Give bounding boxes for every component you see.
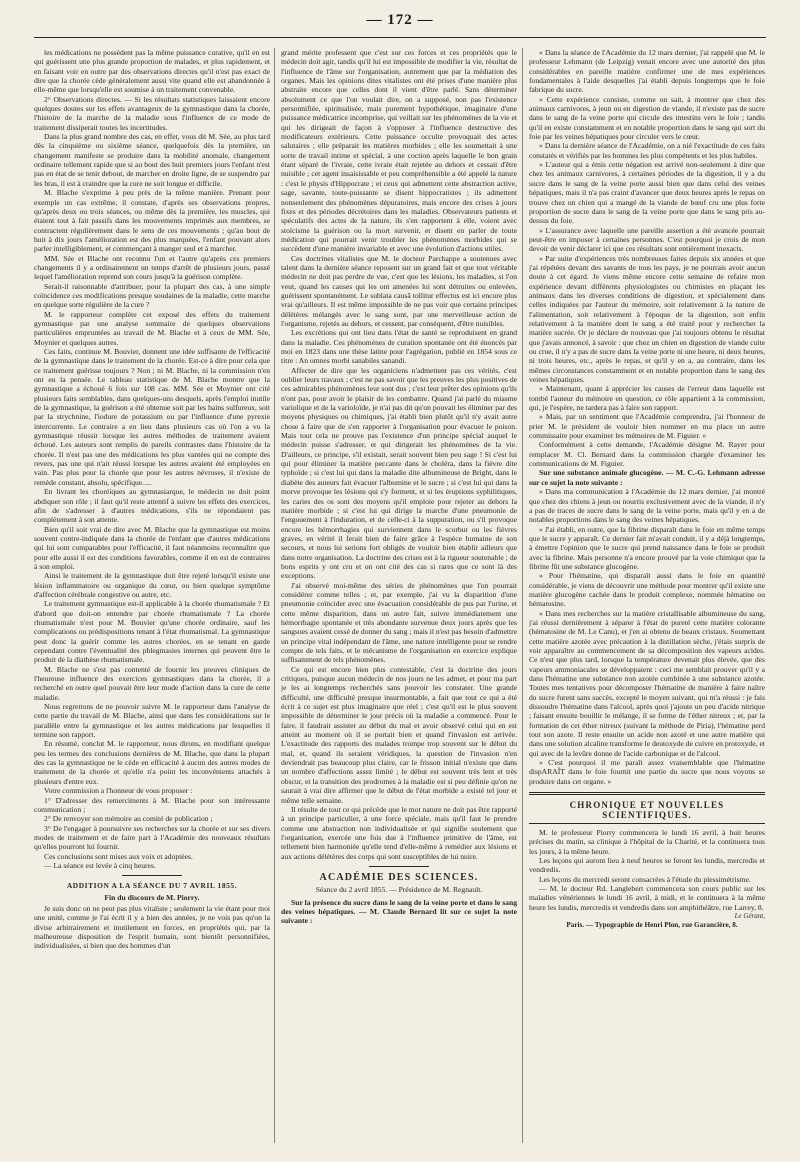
paragraph: » L'auteur qui a émis cette négation est arrivé non-seulement à dire que chez les animaux carnivores, à certaines périodes de la digestion, il y a du sucre dans le sang de la veine porte aussi bien que dans celui des veines hépatiques, mais il n'a pas craint d'avancer que deux heures après le repas on trouve chez un chien qui a mangé de la viande de bœuf cru une plus forte proportion de sucre dans le sang de la veine porte que dans le sang pris au-dessus du foie. [529,160,765,226]
section-rule [369,866,429,867]
paragraph: « Dans la séance de l'Académie du 12 mars dernier, j'ai rappelé que M. le professeur Lehmann (de Leipzig) venait encore avec une autorité des plus considérables en pareille matière confirmer une de mes expériences fondamentales à l'aide desquelles j'ai établi depuis longtemps que le foie fabrique du sucre. [529,48,765,95]
section-rule [529,823,765,824]
paragraph: » Maintenant, quant à apprécier les causes de l'erreur dans laquelle est tombé l'auteur du mémoire en question, ce rôle appartient à la commission, qui, je l'espère, ne tardera pas à faire son rapport. [529,384,765,413]
paragraph: Ce qui est encore bien plus contestable, c'est la doctrine des jours critiques, puisque aucun médecin de nos jours ne les admet, et pour ma part je les ai longtemps recherchés sans pouvoir les constater. Une grande difficulté, une difficulté presque insurmontable, a fait que tout ce qui a été écrit à ce sujet est plus imaginaire que réel ; c'est qu'il est le plus souvent impossible de déterminer le jour précis où la maladie a commencé. Pour le faire, il faudrait assister au début du mal et avoir observé celui qui en est atteint au moment où il se portait bien et quand l'invasion est arrivée. L'exactitude des rapports des malades trompe trop souvent sur le début du mal, et, quand ils seraient véridiques, la question de l'invasion n'en deviendrait pas beaucoup plus claire, car le frisson initial n'existe que dans un nombre d'affections assez limité ; le début est souvent très lent et très obscur, et la transition des prodromes à la maladie est si peu définie qu'on ne saurait à vrai dire affirmer que le début de l'état morbide a existé tel jour et même telle semaine. [281,664,517,805]
section-rule [529,792,765,795]
section-rule [122,875,182,876]
academy-title: ACADÉMIE DES SCIENCES. [319,871,479,883]
paragraph: Je suis donc on ne peut pas plus vitaliste ; seulement la vie étant pour moi une unité, comme je l'ai écrit il y a bien des années, je ne vois pas qu'on la divise arbitrairement et inutilement en forces, en propriétés qui, par la malheureuse disposition de l'esprit humain, sont bientôt personnifiées, individualisées, si bien que des hommes d'un [34,903,270,951]
page-header [34,12,766,36]
paragraph: Votre commission a l'honneur de vous proposer : [44,786,193,796]
paragraph: En résumé, conclut M. le rapporteur, nous dirons, en modifiant quelque peu les termes des conclusions dernières de M. Blache, que dans la plupart des cas la gymnastique ne le cède en efficacité à aucun des autres modes de traitement de la chorée et qu'elle n'a point les inconvénients attachés à plusieurs d'entre eux. [34,739,270,786]
paragraph: 3° De l'engager à poursuivre ses recherches sur la chorée et sur ses divers modes de traitement et de faire part à l'Académie des nouveaux résultats qu'elles pourront lui fournir. [34,823,270,852]
paragraph: Les leçons du mercredi seront consacrées à l'étude du plessimétrisme. [539,874,751,884]
paragraph: grand mérite professent que c'est sur ces forces et ces propriétés que le médecin doit agir, tandis qu'il lui est impossible de modifier la vie, résultat de l'influence de l'âme sur l'organisation, autrement que par la médiation des organes. Mais les opinions dites vitalistes ont été prises d'une manière plus abstraite encore que celles dont il vient d'être parlé. Sans déterminer absolument ce que l'on voulait dire, on a supposé, non pas l'existence personnifiée, spiritualisée, mais purement hypothétique, imaginaire d'une puissance médicatrice incomprise, qui veillait sur les phénomènes de la vie et qui les dirigeait de façon à s'opposer à l'influence destructive des modificateurs extérieurs. Cette puissance occulte provoquait des actes salutaires ; elle préparait les matières morbides ; elle les soumettait à une sorte de travail intime et spécial, à une coction après laquelle le bon grain étant séparé de l'ivraie, cette ivraie était rejetée au dehors et cessait d'être nuisible ; cet agent insaisissable et peu compréhensible a été appelé la nature : c'est le physis d'Hippocrate ; et ceux qui admettent cette abstraction active, sage, savante, toute-puissante se disent hippocratistes ; ils admettent nonseulement des phénomènes dépuratoires, mais encore des crises à jours fixes et des périodes décrétoires dans les maladies. Observateurs patients et spéculatifs des actes de la nature, ils s'en rapportent à elle, voient avec stoïcisme la guérison ou la mort survenir, et disent en parler de toute médication qui pourrait venir troubler les phénomènes morbides qui se succèdent d'une manière invariable et avec une évolution d'actions utiles. [281,48,517,254]
chronicle-title: CHRONIQUE ET NOUVELLES SCIENTIFIQUES. [569,800,725,820]
paragraph: Sur une substance animale glucogène. — M. C.-G. Lehmann adresse sur ce sujet la note suivante : [529,468,765,487]
paragraph: les médications ne possèdent pas la même puissance curative, qu'il en est qui guérissent une plus grande proportion de malades, et plus rapidement, et en faisant voir en outre par des observations directes qu'il n'est pas exact de dire que la chorée cède généralement aussi vite quand elle est abandonnée à elle-même que lorsqu'elle est soumise à un traitement convenable. [34,48,270,95]
paragraph: 1° D'adresser des remerciments à M. Blache pour son intéressante communication ; [34,795,270,814]
page-number: — 172 — [366,12,434,28]
paragraph: » Dans la dernière séance de l'Académie, on a nié l'exactitude de ces faits constatés et vérifiés par les hommes les plus compétents et les plus habiles. [529,141,765,160]
column-divider [522,48,523,1143]
paragraph: » Par suite d'expériences très nombreuses faites depuis six années et que j'ai répétées devant des savants de tous les pays, je ne pourrais avoir aucun doute à cet égard. Je viens même encore cette semaine de refaire mon expérience devant différents physiologistes ou chimistes en plaçant les animaux dans les diverses conditions de digestion, et spécialement dans celles indiquées par l'auteur du mémoire, soit relativement à la nature de l'alimentation, soit relativement à l'époque de la digestion, soit enfin relativement à la manière dont le sang a été traité pour y rechercher la matière sucrée. Or je déclare de nouveau que j'ai toujours obtenu le résultat que j'avais annoncé, à savoir : que chez un chien en digestion de viande cuite ou crue, il n'y a pas de sucre dans la veine porte ni une heure, ni deux heures, ni trois heures, etc., après le repas, et qu'il y en a, au contraire, dans les mêmes circonstances constamment et en notable proportion dans le sang des veines hépatiques. [529,253,765,385]
header-rule [34,37,766,38]
session-line: Séance du 2 avril 1855. — Présidence de M. Regnault. [315,885,483,895]
imprint: Paris. — Typographie de Henri Plon, rue Garancière, 8. [566,921,738,930]
paragraph: Conformément à cette demande, l'Académie désigne M. Rayer pour remplacer M. Cl. Bernard dans la commission chargée d'examiner les communications de M. Figuier. [529,440,765,469]
paragraph: Nous regrettons de ne pouvoir suivre M. le rapporteur dans l'analyse de cette partie du travail de M. Blache, ainsi que dans les considérations sur le parallèle entre la gymnastique et les autres médications par lesquelles il termine son rapport. [34,702,270,740]
paragraph: 2° Observations directes. — Si les résultats statistiques laissaient encore quelques doutes sur les effets avantageux de la gymnastique dans la chorée, l'histoire de la marche de la maladie sous l'influence de ce mode de traitement dissiperait toutes les incertitudes. [34,94,270,132]
paragraph: Les excrétions qui ont lieu dans l'état de santé se reproduisent en grand dans la maladie. Ces phénomènes de curation spontanée ont été énoncés par moi en 1823 dans une thèse latine pour l'agrégation, publié en 1854 sous ce titre : An omnes morbi sanabiles sanandi. [281,328,517,366]
paragraph: — M. le docteur Rd. Langlebert commencera son cours public sur les maladies vénériennes le lundi 16 avril, à midi, et le continuera à la même heure les lundis, mercredis et vendredis dans son amphithéâtre, rue Larrey, 8. [529,883,765,912]
paragraph: Dans la plus grand nombre des cas, en effet, vous dit M. Sée, au plus tard dès la cinquième ou sixième séance, quelquefois dès la première, un changement manifeste se produire dans la mobilité anomale, changement ordinaire tellement rapide que si au bout des huit premiers jours l'enfant n'est pas en état de se tenir debout, de marcher en droite ligne, de se suspendre par les bras, il est à craindre que la cure ne soit longue et difficile. [34,132,270,188]
paragraph: Sur la présence du sucre dans le sang de la veine porte et dans le sang des veines hépatiques. — M. Claude Bernard lit sur ce sujet la note suivante : [281,897,517,926]
paragraph: Les leçons qui auront lieu à neuf heures se feront les lundis, mercredis et vendredis. [529,855,765,875]
paragraph: En livrant les choréiques au gymnasiarque, le médecin ne doit point abdiquer son rôle ; il faut qu'il reste attentif à suivre les effets des exercices, afin de s'adresser à d'autres médications, s'ils ne répondaient pas complètement à son attente. [34,487,270,525]
column-divider [274,48,275,1143]
paragraph: » Pour l'hématine, qui disparaît aussi dans le foie en quantité considérable, je viens de découvrir une méthode pour montrer qu'il existe une matière glucogène cachée dans le produit complexe, nommée hématine ou hématosine. [529,571,765,609]
paragraph: Bien qu'il soit vrai de dire avec M. Blache que la gymnastique est moins souvent contre-indiquée dans la chorée de l'enfant que d'autres médications qui lui sont comparables pour l'efficacité, il faut néanmoins reconnaître que pour elle aussi il est des conditions favorables, comme il en est de contraires à son emploi. [34,524,270,571]
paragraph: M. le professeur Piorry commencera le lundi 16 avril, à huit heures précises du matin, sa clinique à l'hôpital de la Charité, et la continuera tous les jours, à la même heure. [529,827,765,856]
addition-subtitle: Fin du discours de M. Piorry. [104,892,200,902]
paragraph: Le traitement gymnastique est-il applicable à la chorée rhumatismale ? Et d'abord que doit-on entendre par chorée rhumatismale ? La chorée rhumatismale n'est pour M. Bouvier qu'une chorée ordinaire, sauf les complications ou prédispositions tenant à l'état rhumatismal. La gymnastique peut donc la guérir comme les autres chorées, en se tenant en garde cependant contre l'éventualité des phlegmasies internes qui peuvent être le produit de la diathèse rhumatismale. [34,599,270,665]
paragraph: Ces conclusions sont mises aux voix et adoptées. [44,851,193,861]
paragraph: J'ai observé moi-même des séries de phénomènes que l'on pourrait considérer comme telles ; et, par exemple, j'ai vu la disparition d'une pneumonie coïncider avec une évacuation considérable de pus par l'urine, et cette même disparition, dans un autre fait, suivre immédiatement une hémorrhagie spontanée et très abondante survenue deux jours après que les sangsues avaient cessé de donner du sang ; mais il n'est pas besoin d'admettre un principe vital indépendant de l'âme, une nature intelligente pour se rendre compte de tels faits, et le mécanisme de l'organisation en exercice explique suffisamment de tels phénomènes. [281,580,517,665]
paragraph: » Dans mes recherches sur la matière cristallisable albumineuse du sang, j'ai réussi dernièrement à séparer à l'état de pureté cette matière colorante (hématosine de M. Le Canu), et j'en ai obtenu de beaux cristaux. Soumettant cette matière azotée avec précaution à la distillation sèche, j'étais surpris de voir apparaître au commencement de sa décomposition des vapeurs acides. Ce n'est que plus tard, lorsque la température devenait plus élevée, que des vapeurs ammoniacales se développaient : ceci me semblait prouver qu'il y a dans l'hématine une substance non azotée combinée à une substance azotée. Toutes mes tentatives pour décomposer l'hématine de manière à faire naître du sucre furent sans succès, excepté le moyen suivant, qui m'a réussi : je fais dissoudre l'hématine dans l'alcool, après quoi j'ajoute un peu d'acide nitrique ; faisant ensuite bouillir le mélange, il se forme de l'éther nitreux ; et, par la formation de cet éther nitreux (suivant la méthode de Piria), l'hématine perd tout son azote. Il reste ensuite un acide non azoté et une autre matière qui dans une solution alcaline transforme le deutoxyde de cuivre en protoxyde, et qui avec de la levûre donne de l'acide carbonique et de l'alcool. [529,608,765,758]
signature: Le Gérant, [734,911,765,920]
paragraph: M. Blache ne s'est pas contenté de fournir les preuves cliniques de l'heureuse influence des exercices gymnastiques dans la chorée, il a recherché en outre quel pouvait être leur mode d'action dans la cure de cette maladie. [34,664,270,702]
paragraph: Serait-il raisonnable d'attribuer, pour la plupart des cas, à une simple coïncidence ces modifications presque soudaines de la maladie, cette marche en quelque sorte régulière de la cure ? [34,281,270,310]
paragraph: » Mais, par un sentiment que l'Académie comprendra, j'ai l'honneur de prier M. le président de vouloir bien nommer en ma place un autre commissaire pour examiner les mémoires de M. Figuier. » [529,412,765,441]
paragraph: M. le rapporteur complète cet exposé des effets du traitement gymnastique par une analyse sommaire de quelques observations particulières empruntées au travail de M. Blache et à ceux de MM. Sée, Moynier et quelques autres. [34,309,270,347]
paragraph: Ces faits, continue M. Bouvier, donnent une idée suffisante de l'efficacité de la gymnastique dans le traitement de la chorée. Est-ce à dire pour cela que ce traitement guérisse toujours ? Non ; ni M. Blache, ni la commission n'en ont eu la pensée. Le tableau statistique de M. Blache montre que la gymnastique a échoué 6 fois sur 108 cas. MM. Sée et Moynier ont cité plusieurs faits semblables, dans quelques-uns desquels, après l'emploi inutile de la gymnastique, la guérison a été obtenue soit par les bains sulfureux, soit par la strychnine, l'iodure de potassium ou par l'influence d'une pyrexie intercurrente. Le contraire a eu lieu dans plusieurs cas où l'on a vu la gymnastique réussir lorsque les autres méthodes de traitement avaient échoué. Les auteurs sont remplis de pareils contrastes dans l'histoire de la chorée. Il n'est pas une des médications les plus vantées qui ne compte des revers, pas une qui n'ait réussi lorsque les autres avaient été employées en vain. Pas plus pour la chorée que pour les autres névroses, il n'existe de remède constant, absolu, spécifique..... [34,347,270,487]
column-3 [529,48,765,1138]
paragraph: » L'assurance avec laquelle une pareille assertion a été avancée pourrait peut-être en imposer à certaines personnes. C'est pourquoi je crois de mon devoir de venir déclarer ici que ces résultats sont entièrement inexacts. [529,225,765,254]
column-1 [34,48,270,1138]
paragraph: 2° De renvoyer son mémoire au comité de publication ; [44,814,213,824]
paragraph: » J'ai établi, en outre, que la fibrine disparaît dans le foie en même temps que le sucre y apparaît. Ce dernier fait m'avait conduit, il y a déjà longtemps, à émettre l'opinion que le sucre qui prend naissance dans le foie se produit avec la fibrine. Mais personne n'a encore prouvé par la voie chimique que la fibrine fût une substance glucogène. [529,524,765,571]
paragraph: Ces doctrines vitalistes que M. le docteur Parchappe a soutenues avec talent dans la dernière séance reposent sur un grand fait et que tout véritable médecin ne doit pas perdre de vue, c'est que les lésions, les maladies, si l'on veut, quand les causes qui les ont amenées lui sont détruites ou enlevées, guérissent spontanément. Le sublata causâ tollitur effectus est ici encore plus vrai qu'ailleurs. Il est même impossible de ne pas voir que certains principes délétères mélangés avec le sang sont, par une merveilleuse action de l'organisme, rejetés au dehors, et cessent, par conséquent, d'être nuisibles. [281,253,517,328]
paragraph: MM. Sée et Blache ont reconnu l'un et l'autre qu'après ces premiers changements il y a ordinairement un temps d'arrêt de plusieurs jours, passé lequel l'amélioration reprend son cours jusqu'à la guérison complète. [34,253,270,282]
paragraph: « Dans ma communication à l'Académie du 12 mars dernier, j'ai montré que chez des chiens à jeun ou nourris exclusivement avec de la viande, il n'y a pas de traces de sucre dans le sang de la veine porte, mais qu'il y en a de notables proportions dans le sang des veines hépatiques. [529,487,765,525]
paragraph: Il résulte de tout ce qui précède que le mot nature ne doit pas être rapporté à un principe particulier, à une force spéciale, mais qu'il faut le prendre comme une abstraction non individualisée et qui signifie seulement que l'organisation, exercée une fois due à l'influence primitive de l'âme, est tellement bien harmoniée qu'elle tend d'elle-même à remédier aux lésions et aux actions délétères des corps qui sont susceptibles de lui nuire. [281,804,517,861]
paragraph: Ainsi le traitement de la gymnastique doit être rejeté lorsqu'il existe une lésion inflammatoire ou organique du cœur, ou bien quelque symptôme d'affection cérébrale congestive ou autre, etc. [34,571,270,599]
column-2 [281,48,517,1138]
addition-title: ADDITION A LA SÉANCE DU 7 AVRIL 1855. [66,881,238,891]
paragraph: — La séance est levée à cinq heures. [44,860,156,870]
paragraph: M. Blache s'exprime à peu près de la même manière. Prenant pour exemple un cas extrême, il constate, d'après ses observations propres, qu'après deux ou trois séances, ou même dès la première, les muscles, qui étaient tout à fait passifs dans les mouvements imprimés aux membres, se contractent régulièrement dans le sens de ces mouvements ; qu'au bout de huit à dix jours l'amélioration est des plus marquées, l'enfant pouvant alors parler intelligiblement, et commençant à manger seul et à marcher. [34,188,270,254]
paragraph: » Cette expérience consiste, comme on sait, à montrer que chez des animaux carnivores, à jeun ou en digestion de viande, il n'existe pas de sucre dans le sang de la veine porte qui circule des intestins vers le foie ; tandis qu'il en existe constamment et en notable proportion dans le sang qui sort du foie par les veines hépatiques pour circuler vers le cœur. [529,94,765,142]
paragraph: Affecter de dire que les organiciens n'admettent pas ces vérités, c'est oublier leurs travaux ; c'est ne pas savoir que les preuves les plus positives de ces admirables phénomènes leur sont dus ; c'est leur prêter des opinions qu'ils n'ont pas, pour avoir le plaisir de les combattre. Quand j'ai parlé du miasme variolique et de la varioloïde, je n'ai pas dit qu'on pouvait les éliminer par des moyens physiques ou chimiques, j'ai établi bien plutôt qu'il n'y avait autre chose à faire que de s'en rapporter à l'organisation pour évacuer le poison. Mais tout cela ne prouve pas l'existence d'un principe spécial auquel le médecin puisse s'adresser, et qui dirigerait les phénomènes de la vie. D'ailleurs, ce principe, s'il existait, serait souvent bien peu sage ! Si c'est lui qui pour éliminer la matière peccante dans le choléra, dans la fièvre dite typhoïde ; si c'est lui qui dans la maladie dite albumineuse de Bright, dans le diabète des auteurs fait évacuer l'albumine et le sucre ; si c'est lui qui dans la morve provoque les lésions qui s'y forment, et si les éruptions syphilitiques, les caries des os sont des moyens qu'il emploie pour rejeter au dehors la matière morbide ; si c'est lui qui dirige la marche d'une pneumonie de l'engouement à l'induration, et de celle-ci à la suppuration, ou s'il provoque encore les hémorrhagies qui surviennent dans le scorbut ou les fièvres graves, en vérité il ferait bien de faire grâce à l'espèce humaine de son secours, et nous lui serions fort obligés de vouloir bien établir ailleurs que dans notre organisation. La doctrine des crises est à la rigueur soutenable ; de bons esprits y ont cru et on ont cité des cas si rares que ce sont là des exceptions. [281,365,517,581]
paragraph: » C'est pourquoi il me paraît assez vraisemblable que l'hématine dispARAÎT dans le foie fournit une partie du sucre que nous voyons se produire dans cet organe. » [529,758,765,786]
